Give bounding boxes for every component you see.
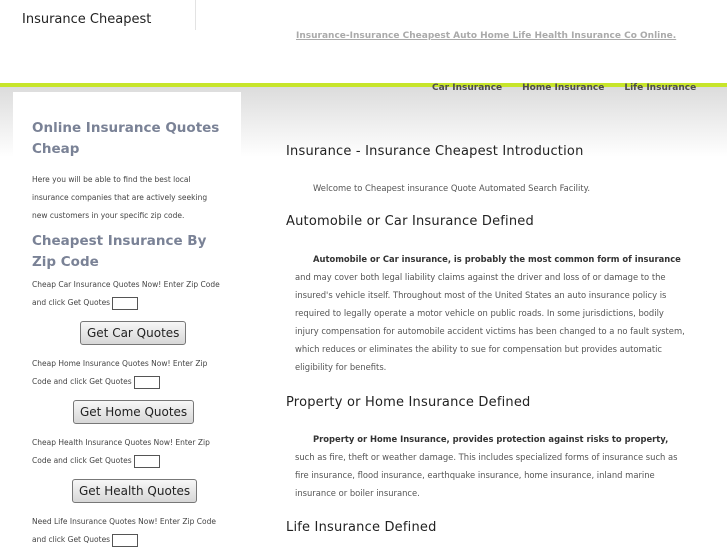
auto-paragraph — [295, 250, 690, 376]
car-quote-text: Cheap Car Insurance Quotes Now! Enter Zip Code and click Get Quotes — [32, 280, 220, 307]
property-heading: Property or Home Insurance Defined — [286, 395, 531, 410]
top-navigation — [432, 83, 696, 95]
get-health-quotes-button[interactable]: Get Health Quotes — [72, 479, 197, 503]
get-car-quotes-button[interactable]: Get Car Quotes — [80, 321, 186, 345]
home-zip-input[interactable] — [134, 376, 160, 389]
site-tagline-link[interactable]: Insurance-Insurance Cheapest Auto Home Life Health Insurance Co Online. — [296, 31, 677, 41]
property-lead: Property or Home Insurance, provides protection against risks to property, — [313, 434, 669, 444]
health-zip-input[interactable] — [134, 455, 160, 468]
car-quote-prompt — [32, 276, 222, 312]
sidebar-intro: Here you will be able to find the best local insurance companies that are actively seeking new customers in your specific zip code. — [32, 175, 208, 220]
car-zip-input[interactable] — [112, 297, 138, 310]
health-quote-prompt — [32, 434, 222, 470]
get-home-quotes-button[interactable]: Get Home Quotes — [73, 400, 194, 424]
health-quote-text: Cheap Health Insurance Quotes Now! Enter Zip Code and click Get Quotes — [32, 438, 210, 465]
auto-lead: Automobile or Car insurance, is probably the most common form of insurance — [313, 254, 681, 264]
nav-home-insurance[interactable]: Home Insurance — [522, 83, 605, 93]
auto-body: and may cover both legal liability claims against the driver and loss of or damage to the insured's vehicle itself. Throughout most of the United States an auto insurance policy is required to legally operate a motor vehicle on public roads. In some jurisdictions, bodily injury compensation for automobile accident victims has been changed to a no fault system, which reduces or eliminates the ability to sue for compensation but provides automatic eligibility for benefits. — [295, 272, 685, 372]
sidebar — [13, 92, 241, 552]
sidebar-heading-quotes: Online Insurance Quotes Cheap — [32, 120, 220, 157]
life-heading: Life Insurance Defined — [286, 520, 437, 535]
intro-text: Welcome to Cheapest insurance Quote Automated Search Facility. — [313, 183, 591, 193]
home-quote-prompt — [32, 355, 222, 391]
nav-life-insurance[interactable]: Life Insurance — [624, 83, 697, 93]
sidebar-heading-zip: Cheapest Insurance By Zip Code — [32, 233, 207, 270]
auto-heading: Automobile or Car Insurance Defined — [286, 214, 534, 229]
intro-heading: Insurance - Insurance Cheapest Introduction — [286, 144, 584, 159]
site-title[interactable]: Insurance Cheapest — [22, 12, 152, 27]
life-quote-text: Need Life Insurance Quotes Now! Enter Zip Code and click Get Quotes — [32, 517, 216, 544]
property-body: such as fire, theft or weather damage. This includes specialized forms of insurance such as fire insurance, flood insurance, earthquake insurance, home insurance, inland marine insurance or boiler insurance. — [295, 452, 678, 498]
property-paragraph — [295, 430, 690, 502]
home-quote-text: Cheap Home Insurance Quotes Now! Enter Zip Code and click Get Quotes — [32, 359, 208, 386]
life-quote-prompt — [32, 513, 232, 549]
nav-car-insurance[interactable]: Car Insurance — [432, 83, 503, 93]
header-divider — [195, 0, 196, 30]
